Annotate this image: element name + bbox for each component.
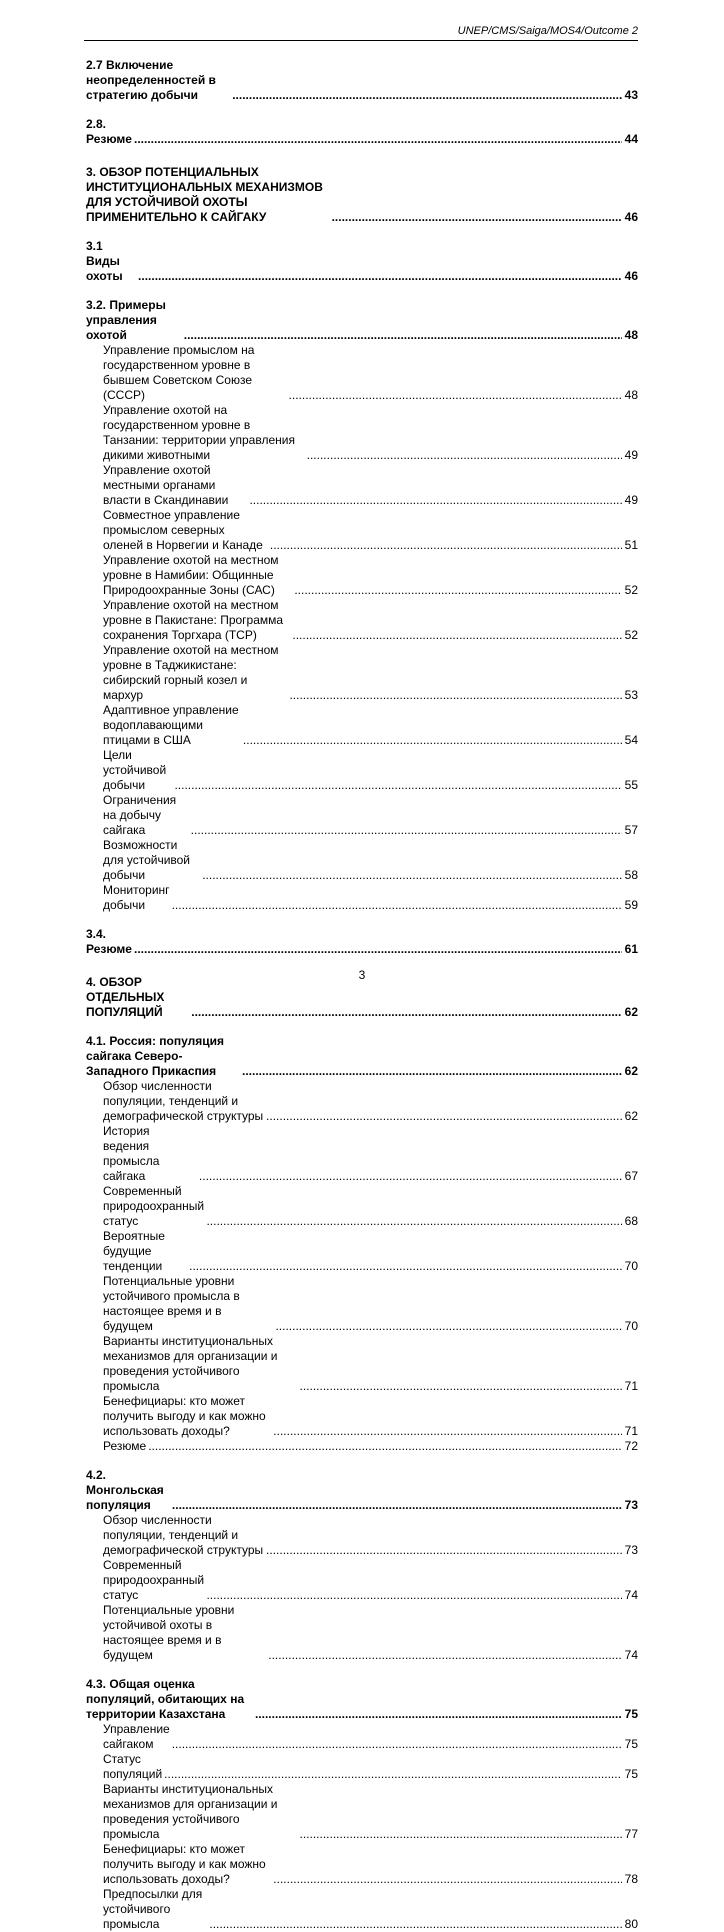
toc-subsection-entry[interactable] [86, 403, 638, 463]
toc-subsection-entry[interactable] [86, 703, 638, 748]
toc-entry-title: Варианты институциональных механизмов для организации и проведения устойчивого промысла [103, 1334, 278, 1393]
toc-subsection-entry[interactable] [86, 1513, 638, 1558]
toc-subsection-entry[interactable] [86, 1124, 638, 1184]
toc-entry-page: 52 [624, 628, 638, 642]
toc-dot-leader [232, 88, 621, 103]
toc-entry-title: 3.2. Примеры управления охотой [86, 298, 166, 342]
toc-dot-leader [249, 493, 621, 508]
toc-entry-title: Цели устойчивой добычи [103, 748, 167, 792]
toc-dot-leader [289, 688, 621, 703]
toc-subsection-entry[interactable] [86, 463, 638, 508]
toc-section-entry[interactable] [86, 1677, 638, 1722]
toc-entry-title: 3.4. Резюме [86, 927, 132, 956]
toc-entry-page: 46 [624, 269, 638, 283]
toc-subsection-entry[interactable] [86, 1752, 638, 1782]
toc-dot-leader [243, 733, 622, 748]
toc-entry-title: Управление промыслом на государственном уровне в бывшем Советском Союзе (СССР) [103, 343, 255, 402]
toc-entry-title: 4.2. Монгольская популяция [86, 1468, 164, 1512]
toc-dot-leader [270, 538, 622, 553]
toc-entry-title: Обзор численности популяции, тенденций и демографической структуры [103, 1513, 264, 1557]
toc-subsection-entry[interactable] [86, 1334, 638, 1394]
toc-entry-page: 75 [624, 1707, 638, 1721]
toc-entry-page: 57 [624, 823, 638, 837]
toc-subsection-entry[interactable] [86, 1603, 638, 1663]
toc-dot-leader [206, 1214, 621, 1229]
toc-dot-leader [164, 1767, 621, 1782]
toc-section-entry[interactable] [86, 165, 638, 225]
toc-entry-title: Предпосылки для устойчивого промысла [103, 1887, 203, 1931]
toc-entry-page: 70 [624, 1319, 638, 1333]
toc-entry-title: 3. ОБЗОР ПОТЕНЦИАЛЬНЫХ ИНСТИТУЦИОНАЛЬНЫХ МЕХАНИЗМОВ ДЛЯ УСТОЙЧИВОЙ ОХОТЫ ПРИМЕНИТЕЛЬНО К САЙГАКУ [86, 165, 323, 224]
toc-entry-page: 62 [624, 1109, 638, 1123]
toc-entry-title: Мониторинг добычи [103, 883, 170, 912]
toc-entry-page: 78 [624, 1872, 638, 1886]
toc-section-entry[interactable] [86, 298, 638, 343]
toc-subsection-entry[interactable] [86, 748, 638, 793]
toc-subsection-entry[interactable] [86, 553, 638, 598]
toc-dot-leader [275, 1319, 621, 1334]
toc-subsection-entry[interactable] [86, 1184, 638, 1229]
toc-dot-leader [242, 1064, 622, 1079]
toc-subsection-entry[interactable] [86, 598, 638, 643]
toc-entry-title: Совместное управление промыслом северных оленей в Норвегии и Канаде [103, 508, 263, 552]
toc-entry-title: Резюме [103, 1439, 147, 1453]
toc-section-entry[interactable] [86, 239, 638, 284]
toc-subsection-entry[interactable] [86, 1887, 638, 1932]
toc-entry-title: 4.3. Общая оценка популяций, обитающих на территории Казахстана [86, 1677, 245, 1721]
toc-dot-leader [172, 898, 622, 913]
toc-entry-title: Управление охотой местными органами власти в Скандинавии [103, 463, 229, 507]
toc-entry-page: 73 [624, 1498, 638, 1512]
toc-entry-page: 49 [624, 493, 638, 507]
toc-entry-title: 3.1 Виды охоты [86, 239, 123, 283]
toc-entry-page: 62 [624, 1005, 638, 1019]
toc-entry-title: Бенефициары: кто может получить выгоду и как можно использовать доходы? [103, 1394, 266, 1438]
toc-subsection-entry[interactable] [86, 343, 638, 403]
toc-subsection-entry[interactable] [86, 1274, 638, 1334]
toc-subsection-entry[interactable] [86, 883, 638, 913]
toc-dot-leader [209, 1917, 621, 1932]
toc-entry-title: Варианты институциональных механизмов для организации и проведения устойчивого промысла [103, 1782, 278, 1841]
toc-dot-leader [294, 583, 621, 598]
toc-entry-title: 2.7 Включение неопределенностей в стратегию добычи [86, 58, 216, 102]
toc-dot-leader [174, 778, 621, 793]
toc-dot-leader [134, 942, 622, 957]
toc-subsection-entry[interactable] [86, 508, 638, 553]
toc-entry-page: 80 [624, 1917, 638, 1931]
toc-entry-title: Современный природоохранный статус [103, 1558, 205, 1602]
table-of-contents [86, 58, 638, 1932]
toc-entry-page: 59 [624, 898, 638, 912]
toc-entry-page: 71 [624, 1379, 638, 1393]
toc-entry-title: Современный природоохранный статус [103, 1184, 205, 1228]
toc-entry-title: Управление охотой на государственном уровне в Танзании: территории управления дикими животными [103, 403, 295, 462]
toc-entry-page: 54 [624, 733, 638, 747]
toc-dot-leader [307, 448, 622, 463]
toc-dot-leader [289, 388, 622, 403]
toc-entry-title: Потенциальные уровни устойчивой охоты в настоящее время и в будущем [103, 1603, 235, 1662]
toc-entry-page: 48 [624, 328, 638, 342]
toc-section-entry[interactable] [86, 1468, 638, 1513]
toc-entry-title: История ведения промысла сайгака [103, 1124, 160, 1183]
toc-entry-title: Ограничения на добычу сайгака [103, 793, 177, 837]
toc-dot-leader [266, 1543, 622, 1558]
toc-dot-leader [273, 1424, 621, 1439]
toc-section-entry[interactable] [86, 927, 638, 957]
header-text: UNEP/CMS/Saiga/MOS4/Outcome 2 [457, 25, 638, 37]
toc-subsection-entry[interactable] [86, 1558, 638, 1603]
toc-entry-page: 74 [624, 1588, 638, 1602]
toc-entry-page: 51 [624, 538, 638, 552]
toc-section-entry[interactable] [86, 1034, 638, 1079]
toc-dot-leader [172, 1737, 622, 1752]
toc-entry-page: 70 [624, 1259, 638, 1273]
toc-entry-title: 4. ОБЗОР ОТДЕЛЬНЫХ ПОПУЛЯЦИЙ [86, 975, 165, 1019]
toc-entry-page: 48 [624, 388, 638, 402]
toc-dot-leader [255, 1707, 622, 1722]
toc-dot-leader [292, 628, 621, 643]
toc-dot-leader [189, 1259, 622, 1274]
toc-entry-title: Управление сайгаком [103, 1722, 170, 1751]
toc-dot-leader [332, 210, 622, 225]
toc-dot-leader [202, 868, 621, 883]
toc-subsection-entry[interactable] [86, 1842, 638, 1887]
toc-entry-title: Вероятные будущие тенденции [103, 1229, 165, 1273]
toc-subsection-entry[interactable] [86, 1782, 638, 1842]
toc-entry-page: 68 [624, 1214, 638, 1228]
toc-entry-title: Обзор численности популяции, тенденций и демографической структуры [103, 1079, 264, 1123]
toc-entry-page: 61 [624, 942, 638, 956]
toc-entry-title: Управление охотой на местном уровне в Пакистане: Программа сохранения Торгхара (TCP) [103, 598, 284, 642]
toc-entry-page: 49 [624, 448, 638, 462]
toc-entry-page: 46 [624, 210, 638, 224]
toc-subsection-entry[interactable] [86, 1722, 638, 1752]
toc-dot-leader [199, 1169, 622, 1184]
toc-entry-page: 53 [624, 688, 638, 702]
page-number: 3 [358, 968, 366, 982]
toc-entry-title: Управление охотой на местном уровне в Намибии: Общинные Природоохранные Зоны (САС) [103, 553, 279, 597]
toc-dot-leader [191, 823, 622, 838]
toc-dot-leader [273, 1872, 621, 1887]
toc-dot-leader [206, 1588, 621, 1603]
toc-entry-page: 58 [624, 868, 638, 882]
toc-subsection-entry[interactable] [86, 1394, 638, 1439]
toc-entry-page: 52 [624, 583, 638, 597]
toc-subsection-entry[interactable] [86, 643, 638, 703]
toc-dot-leader [299, 1379, 621, 1394]
toc-dot-leader [268, 1648, 621, 1663]
toc-dot-leader [148, 1439, 621, 1454]
toc-subsection-entry[interactable] [86, 838, 638, 883]
toc-entry-page: 75 [624, 1767, 638, 1781]
toc-entry-page: 62 [624, 1064, 638, 1078]
toc-dot-leader [172, 1498, 622, 1513]
toc-entry-page: 71 [624, 1424, 638, 1438]
toc-entry-page: 75 [624, 1737, 638, 1751]
toc-entry-title: 2.8. Резюме [86, 117, 132, 146]
toc-entry-title: Управление охотой на местном уровне в Таджикистане: сибирский горный козел и мархур [103, 643, 279, 702]
toc-entry-page: 72 [624, 1439, 638, 1453]
toc-entry-page: 77 [624, 1827, 638, 1841]
toc-entry-title: Потенциальные уровни устойчивого промысла в настоящее время и в будущем [103, 1274, 240, 1333]
toc-entry-title: Статус популяций [103, 1752, 163, 1781]
toc-section-entry[interactable] [86, 117, 638, 147]
toc-dot-leader [134, 132, 622, 147]
toc-dot-leader [184, 328, 622, 343]
toc-entry-page: 43 [624, 88, 638, 102]
toc-dot-leader [191, 1005, 621, 1020]
toc-entry-title: Возможности для устойчивой добычи [103, 838, 191, 882]
toc-section-entry[interactable] [86, 58, 638, 103]
toc-dot-leader [299, 1827, 621, 1842]
toc-entry-page: 73 [624, 1543, 638, 1557]
toc-entry-page: 55 [624, 778, 638, 792]
toc-subsection-entry[interactable] [86, 793, 638, 838]
toc-entry-page: 74 [624, 1648, 638, 1662]
toc-entry-title: Адаптивное управление водоплавающими птицами в США [103, 703, 239, 747]
toc-entry-page: 67 [624, 1169, 638, 1183]
toc-subsection-entry[interactable] [86, 1079, 638, 1124]
toc-subsection-entry[interactable] [86, 1229, 638, 1274]
toc-entry-title: 4.1. Россия: популяция сайгака Северо-Западного Прикаспия [86, 1034, 225, 1078]
toc-entry-title: Бенефициары: кто может получить выгоду и как можно использовать доходы? [103, 1842, 266, 1886]
toc-subsection-entry[interactable] [86, 1439, 638, 1454]
running-header [84, 25, 638, 41]
toc-dot-leader [138, 269, 622, 284]
toc-entry-page: 44 [624, 132, 638, 146]
toc-dot-leader [266, 1109, 622, 1124]
